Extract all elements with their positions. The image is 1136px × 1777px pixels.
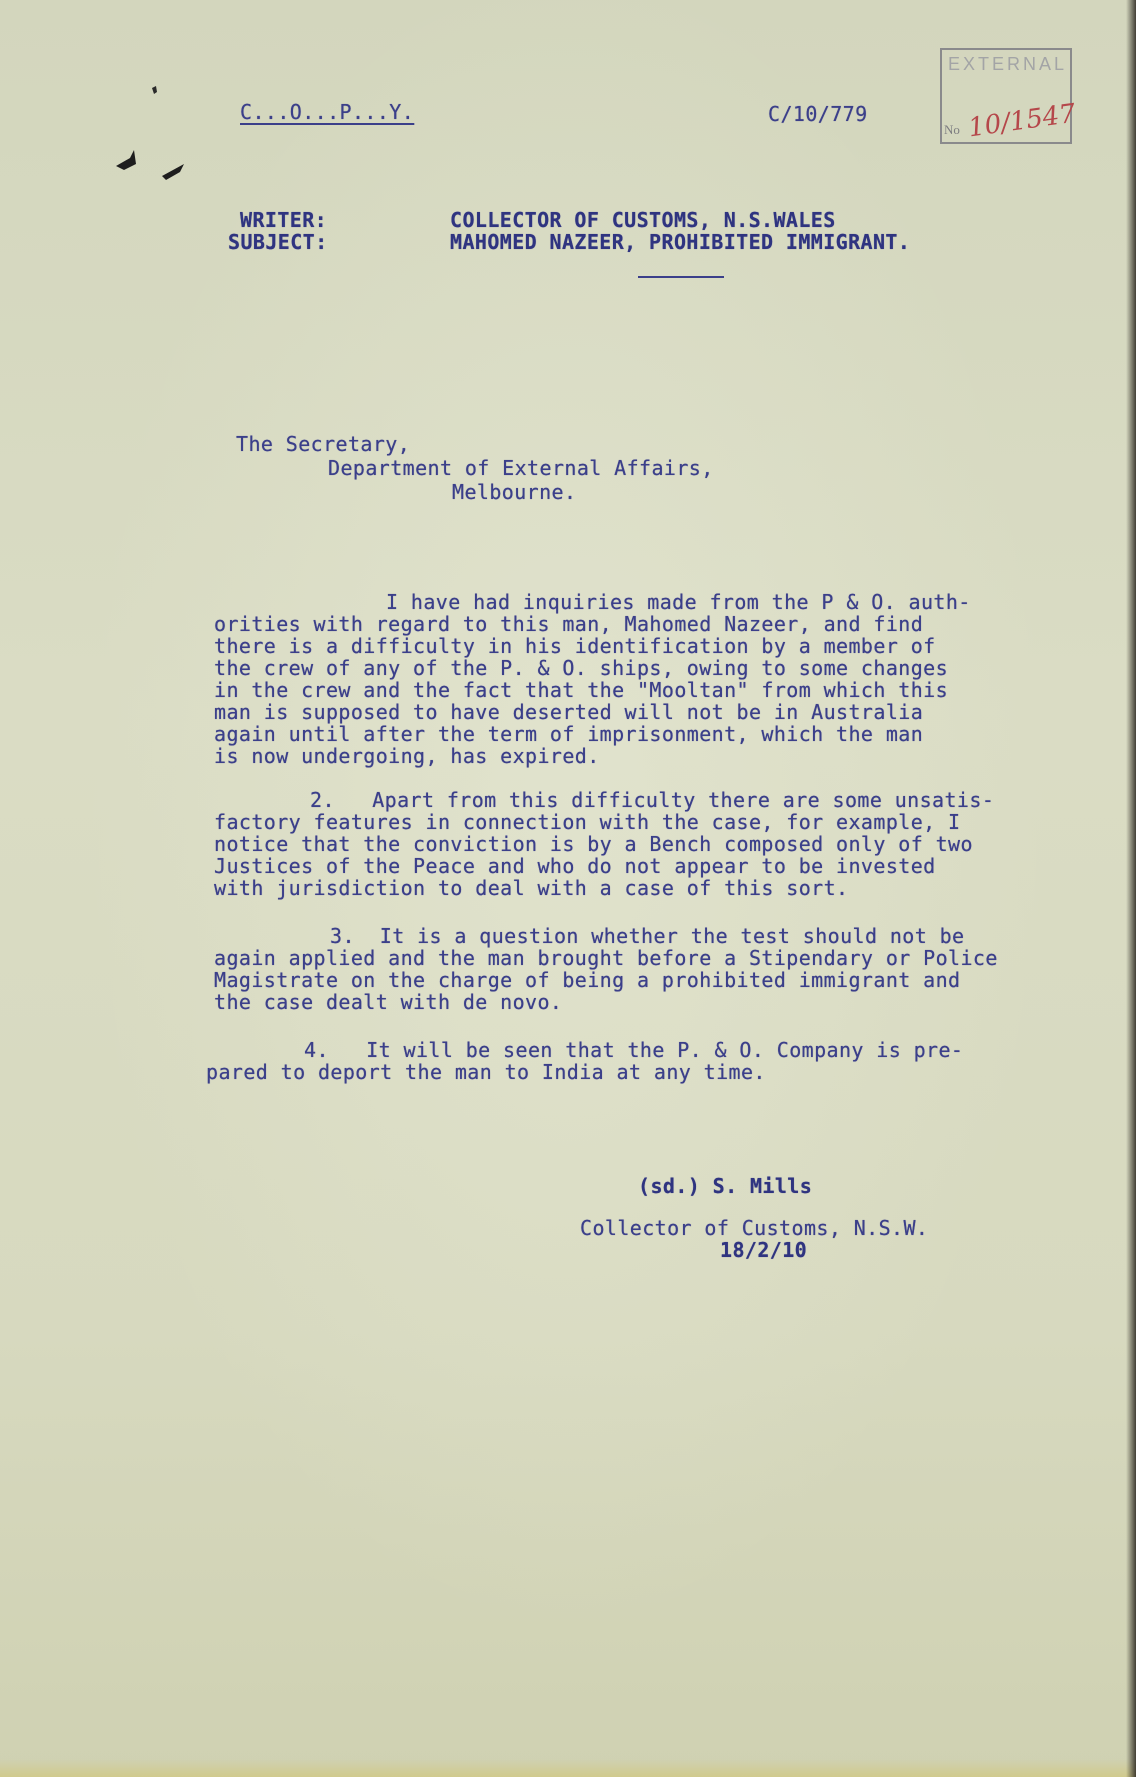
paragraph-1-line: I have had inquiries made from the P & O. auth-	[386, 590, 971, 614]
stamp-handwritten-number: 10/1547	[966, 98, 1078, 144]
ink-mark	[100, 80, 190, 190]
paragraph-1-line: there is a difficulty in his identification by a member of	[214, 634, 936, 658]
paragraph-4-line: 4. It will be seen that the P. & O. Company is pre-	[304, 1038, 964, 1062]
stamp-heading: EXTERNAL	[948, 54, 1068, 74]
paragraph-1-line: again until after the term of imprisonment, which the man	[214, 722, 924, 746]
registry-stamp	[940, 48, 1078, 144]
divider-rule	[638, 276, 724, 278]
paragraph-3-line: the case dealt with de novo.	[214, 990, 563, 1014]
paragraph-3-line: again applied and the man brought before a Stipendary or Police	[214, 946, 998, 970]
paragraph-3-line: Magistrate on the charge of being a prohibited immigrant and	[214, 968, 961, 992]
subject-value: MAHOMED NAZEER, PROHIBITED IMMIGRANT.	[450, 230, 911, 254]
copy-mark: C...O...P...Y.	[240, 100, 415, 124]
subject-label: SUBJECT:	[228, 230, 328, 254]
page-bottom-edge	[0, 1759, 1136, 1777]
paragraph-2-line: notice that the conviction is by a Bench composed only of two	[214, 832, 973, 856]
address-line-1: The Secretary,	[236, 432, 411, 456]
signature-name: (sd.) S. Mills	[638, 1174, 813, 1198]
paragraph-3-line: 3. It is a question whether the test should not be	[330, 924, 965, 948]
page-right-edge	[1126, 0, 1136, 1777]
signature-title: Collector of Customs, N.S.W.	[580, 1216, 929, 1240]
stamp-no-label: No	[944, 122, 960, 137]
paragraph-1-line: orities with regard to this man, Mahomed Nazeer, and find	[214, 612, 924, 636]
signature-date: 18/2/10	[720, 1238, 808, 1262]
paragraph-1-line: is now undergoing, has expired.	[214, 744, 600, 768]
writer-label: WRITER:	[240, 208, 328, 232]
writer-value: COLLECTOR OF CUSTOMS, N.S.WALES	[450, 208, 836, 232]
paragraph-2-line: with jurisdiction to deal with a case of this sort.	[214, 876, 849, 900]
address-line-3: Melbourne.	[452, 480, 577, 504]
file-reference: C/10/779	[768, 102, 868, 126]
paragraph-1-line: man is supposed to have deserted will not be in Australia	[214, 700, 924, 724]
address-line-2: Department of External Affairs,	[328, 456, 714, 480]
paragraph-1-line: in the crew and the fact that the "Mooltan" from which this	[214, 678, 949, 702]
paragraph-2-line: 2. Apart from this difficulty there are some unsatis-	[310, 788, 995, 812]
paragraph-4-line: pared to deport the man to India at any time.	[206, 1060, 766, 1084]
paragraph-2-line: factory features in connection with the case, for example, I	[214, 810, 961, 834]
paragraph-1-line: the crew of any of the P. & O. ships, owing to some changes	[214, 656, 949, 680]
paragraph-2-line: Justices of the Peace and who do not appear to be invested	[214, 854, 936, 878]
